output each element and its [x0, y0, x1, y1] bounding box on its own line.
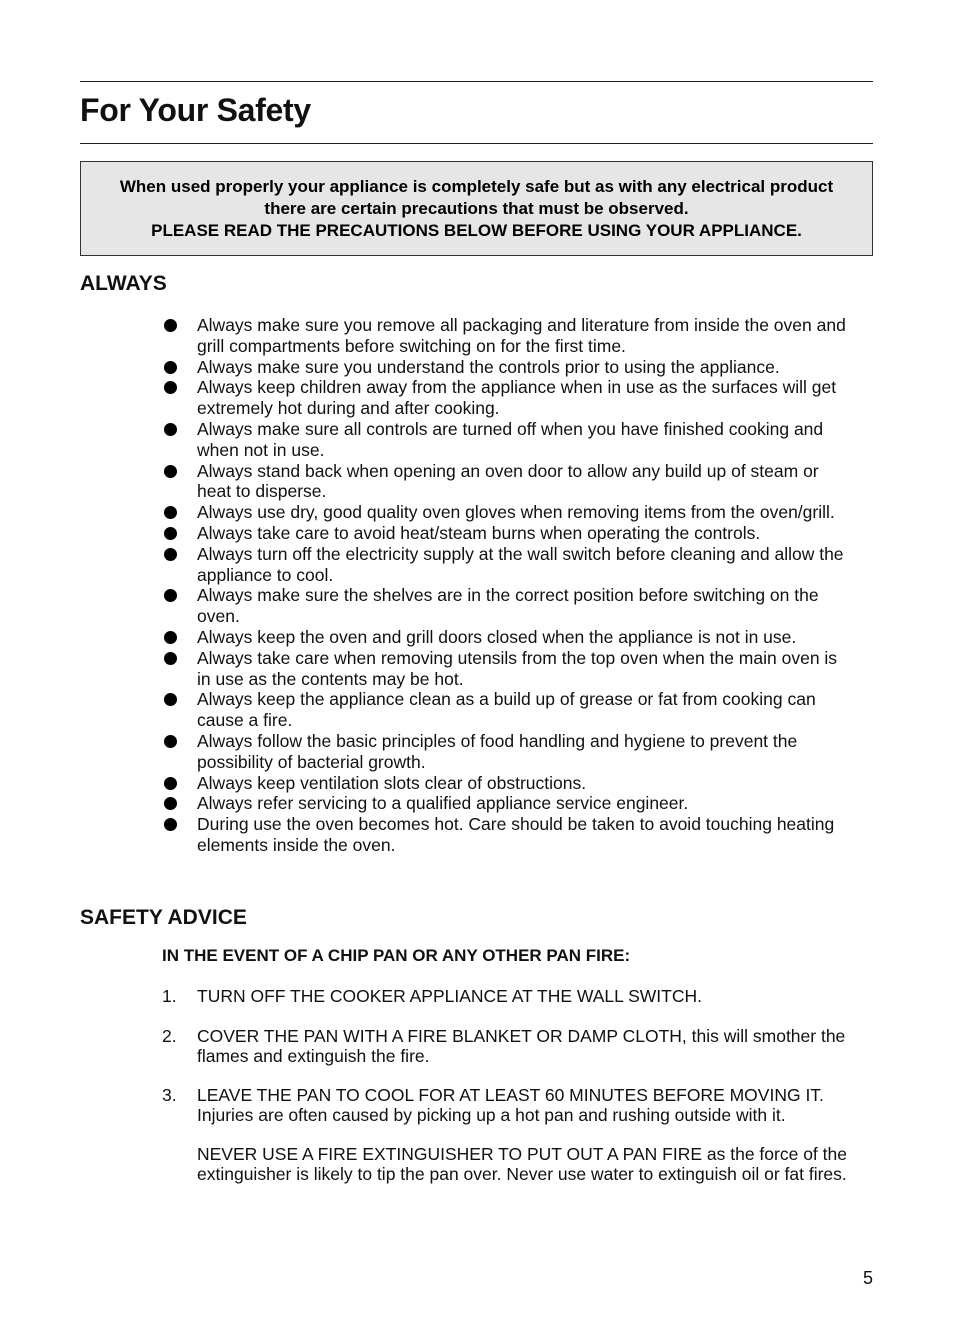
title-divider — [80, 143, 873, 144]
list-item: Always make sure you understand the controls prior to using the appliance. — [162, 357, 852, 378]
list-item: Always use dry, good quality oven gloves when removing items from the oven/grill. — [162, 502, 852, 523]
bullet-icon — [164, 777, 177, 790]
bullet-icon — [164, 797, 177, 810]
step-text: LEAVE THE PAN TO COOL FOR AT LEAST 60 MINUTES BEFORE MOVING IT. Injuries are often caused by picking up a hot pan and rushing outside with it. — [197, 1085, 824, 1125]
page-number: 5 — [862, 1268, 873, 1288]
bullet-icon — [164, 423, 177, 436]
list-item: Always keep the oven and grill doors closed when the appliance is not in use. — [162, 627, 852, 648]
list-item: Always take care when removing utensils from the top oven when the main oven is in use as the contents may be hot. — [162, 648, 852, 690]
list-item: Always follow the basic principles of food handling and hygiene to prevent the possibility of bacterial growth. — [162, 731, 852, 773]
list-item: Always turn off the electricity supply at the wall switch before cleaning and allow the appliance to cool. — [162, 544, 852, 586]
list-item: Always keep ventilation slots clear of obstructions. — [162, 773, 852, 794]
bullet-icon — [164, 693, 177, 706]
step-text: COVER THE PAN WITH A FIRE BLANKET OR DAMP CLOTH, this will smother the flames and extinguish the fire. — [197, 1026, 846, 1066]
notice-line-3: PLEASE READ THE PRECAUTIONS BELOW BEFORE USING YOUR APPLIANCE. — [151, 220, 802, 240]
list-item: Always take care to avoid heat/steam burns when operating the controls. — [162, 523, 852, 544]
list-item: Always keep the appliance clean as a build up of grease or fat from cooking can cause a fire. — [162, 689, 852, 731]
bullet-icon — [164, 548, 177, 561]
safety-notice-box — [80, 161, 873, 256]
bullet-icon — [164, 465, 177, 478]
always-list — [162, 315, 852, 856]
step-number: 2. — [162, 1026, 177, 1046]
list-item: Always keep children away from the appliance when in use as the surfaces will get extremely hot during and after cooking. — [162, 377, 852, 419]
always-heading: ALWAYS — [80, 272, 167, 295]
top-divider — [80, 81, 873, 82]
bullet-icon — [164, 506, 177, 519]
page-title: For Your Safety — [80, 92, 311, 128]
list-item: Always make sure the shelves are in the correct position before switching on the oven. — [162, 585, 852, 627]
step-number: 3. — [162, 1085, 177, 1105]
list-item: Always refer servicing to a qualified appliance service engineer. — [162, 793, 852, 814]
notice-line-1: When used properly your appliance is completely safe but as with any electrical product — [119, 176, 834, 196]
pan-fire-subheading: IN THE EVENT OF A CHIP PAN OR ANY OTHER PAN FIRE: — [162, 946, 631, 965]
bullet-icon — [164, 319, 177, 332]
list-item: Always stand back when opening an oven door to allow any build up of steam or heat to disperse. — [162, 461, 852, 503]
bullet-icon — [164, 631, 177, 644]
step-text: TURN OFF THE COOKER APPLIANCE AT THE WALL SWITCH. — [197, 986, 702, 1006]
list-item: Always make sure you remove all packaging and literature from inside the oven and grill compartments before switching on for the first time. — [162, 315, 852, 357]
bullet-icon — [164, 735, 177, 748]
bullet-icon — [164, 527, 177, 540]
bullet-icon — [164, 361, 177, 374]
bullet-icon — [164, 381, 177, 394]
bullet-icon — [164, 652, 177, 665]
safety-step — [162, 986, 852, 1006]
safety-step — [162, 1085, 852, 1125]
safety-advice-heading: SAFETY ADVICE — [80, 906, 247, 929]
notice-line-2: there are certain precautions that must be observed. — [264, 198, 689, 218]
safety-step — [162, 1026, 852, 1066]
extinguisher-warning: NEVER USE A FIRE EXTINGUISHER TO PUT OUT A PAN FIRE as the force of the extinguisher is likely to tip the pan over. Never use water to extinguish oil or fat fires. — [197, 1144, 847, 1184]
step-number: 1. — [162, 986, 177, 1006]
bullet-icon — [164, 589, 177, 602]
list-item: Always make sure all controls are turned off when you have finished cooking and when not in use. — [162, 419, 852, 461]
bullet-icon — [164, 818, 177, 831]
list-item: During use the oven becomes hot. Care should be taken to avoid touching heating elements inside the oven. — [162, 814, 852, 856]
